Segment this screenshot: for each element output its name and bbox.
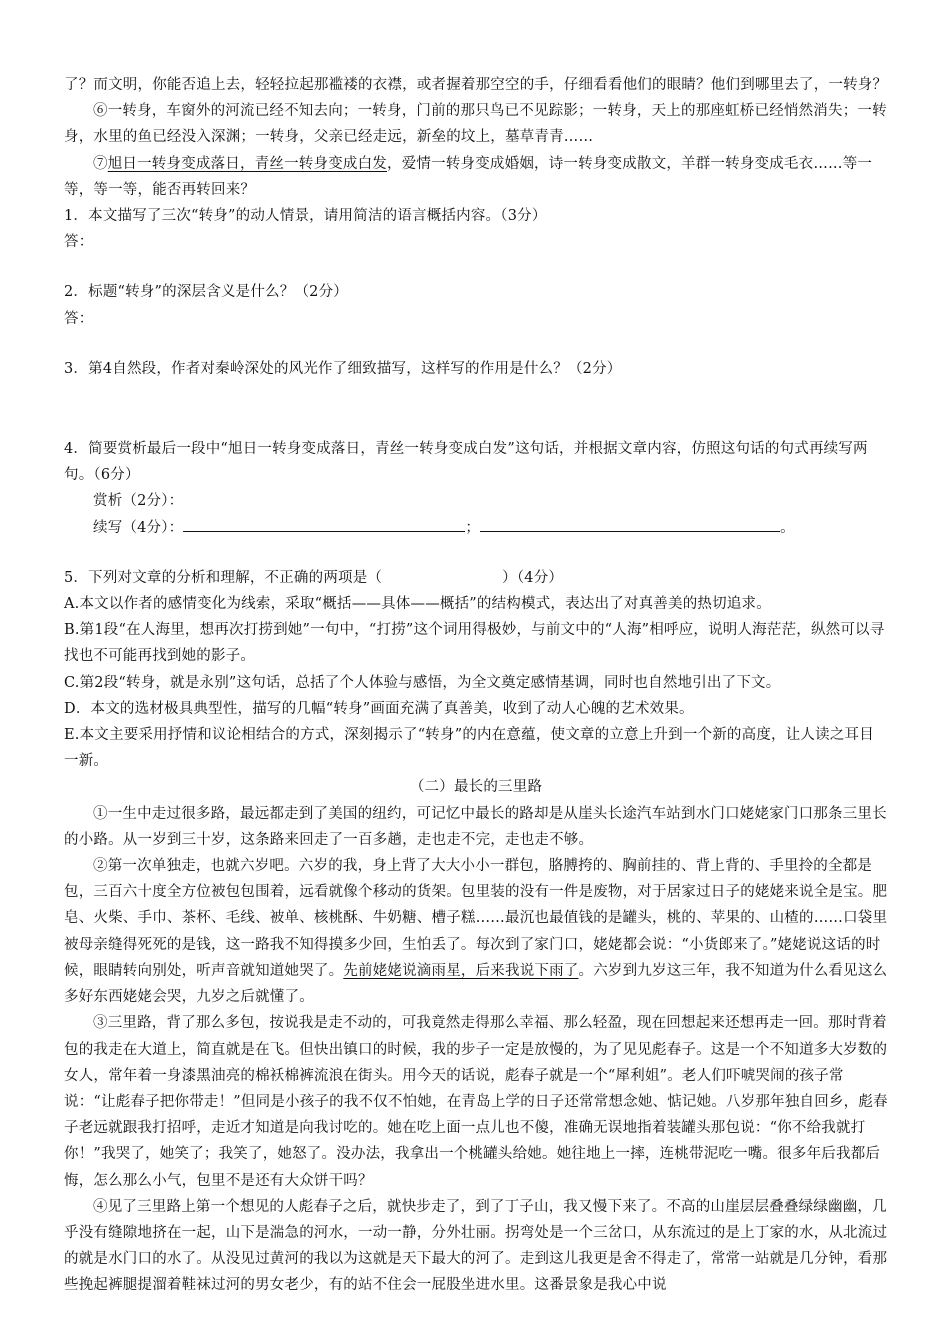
question-4-appreciation-label: 赏析（2分）： — [93, 493, 184, 510]
paragraph-7-number: ⑦ — [93, 155, 108, 172]
continuation-blank-2[interactable] — [480, 517, 780, 532]
answer-space-2 — [64, 332, 888, 356]
paragraph-2-text: ②第一次单独走，也就六岁吧。六岁的我，身上背了大大小小一群包，胳膊挎的、胸前挂的、背上背的、手里拎的全都是包，三百六十度全方位被包包围着，远看就像个移动的货架。包里装的没有一件是废物，对于居家过日子的姥姥来说全是宝。肥皂、火柴、手巾、茶杯、毛线、被单、核桃酥、牛奶糖、槽子糕……最沉也最值钱的是罐头，桃的、苹果的、山楂的……口袋里被母亲缝得死死的是钱，这一路我不知得摸多少回，生怕丢了。每次到了家门口，姥姥都会说：“小货郎来了。”姥姥说这话的时候，眼睛转向别处，听声音就知道她哭了。 — [64, 858, 888, 979]
question-5-option-a: A.本文以作者的感情变化为线索，采取“概括——具体——概括”的结构模式，表达出了对真善美的热切追求。 — [64, 596, 771, 613]
question-2-answer-label: 答： — [64, 310, 94, 327]
question-4: 4．简要赏析最后一段中“旭日一转身变成落日，青丝一转身变成白发”这句话，并根据文章内容，仿照这句话的句式再续写两句。（6分） — [64, 441, 868, 484]
passage2-title: （二）最长的三里路 — [409, 779, 543, 796]
question-5-points: ）（4分） — [502, 569, 564, 586]
passage2-paragraph-1: ①一生中走过很多路，最远都走到了美国的纽约，可记忆中最长的路却是从崖头长途汽车站到水门口姥姥家门口那条三里长的小路。从一岁到三十岁，这条路来回走了一百多趟，走也走不完，走也走不够。 — [64, 805, 887, 848]
question-5-option-e: E.本文主要采用抒情和议论相结合的方式，深刻揭示了“转身”的内在意蕴，使文章的立意上升到一个新的高度，让人读之耳目一新。 — [64, 727, 874, 770]
answer-space-3 — [64, 382, 888, 412]
passage1-paragraph-6: ⑥一转身，车窗外的河流已经不知去向；一转身，门前的那只鸟已不见踪影；一转身，天上的那座虹桥已经悄然消失；一转身，水里的鱼已经没入深渊；一转身，父亲已经走远，新垒的坟上，墓草青青…… — [64, 103, 887, 146]
passage2-paragraph-4: ④见了三里路上第一个想见的人彪春子之后，就快步走了，到了丁子山，我又慢下来了。不高的山崖层层叠叠绿绿幽幽，几乎没有缝隙地挤在一起，山下是湍急的河水，一动一静，分外壮丽。拐弯处是一个三岔口，从东流过的是上丁家的水，从北流过的就是水门口的水了。从没见过黄河的我以为这就是天下最大的河了。走到这儿我更是舍不得走了，常常一站就是几分钟，看那些挽起裤腿提溜着鞋袜过河的男女老少，有的站不住会一屁股坐进水里。这番景象是我心中说 — [64, 1198, 888, 1294]
continuation-blank-1[interactable] — [183, 517, 465, 532]
passage2-paragraph-2 — [64, 853, 888, 1010]
answer-space-1 — [64, 255, 888, 279]
question-4-continuation-line — [64, 515, 888, 541]
paragraph-2-rest: 。六岁到九岁这三年，我不知道为什么看见这么多好东西姥姥会哭，九岁之后就懂了。 — [64, 962, 888, 1006]
answer-space-4 — [64, 541, 888, 565]
question-5-stem: 5．下列对文章的分析和理解，不正确的两项是（ — [64, 569, 383, 586]
passage1-continuation: 了？而文明，你能否追上去，轻轻拉起那褴褛的衣襟，或者握着那空空的手，仔细看看他们的眼睛？他们到哪里去了，一转身？ — [64, 77, 888, 93]
paragraph-2-underlined-sentence: 先前姥姥说滴雨星，后来我说下雨了 — [343, 962, 579, 979]
question-5-option-b: B.第1段“在人海里，想再次打捞到她”一句中，“打捞”这个词用得极妙，与前文中的“人海”相呼应，说明人海茫茫，纵然可以寻找也不可能再找到她的影子。 — [64, 622, 885, 665]
line-end-mark: 。 — [780, 519, 795, 536]
question-3: 3．第4自然段，作者对秦岭深处的风光作了细致描写，这样写的作用是什么？（2分） — [64, 360, 622, 377]
blank-separator: ； — [465, 519, 481, 536]
continuation-label: 续写（4分）： — [93, 519, 184, 536]
question-2: 2．标题“转身”的深层含义是什么？（2分） — [64, 284, 348, 301]
question-1: 1．本文描写了三次“转身”的动人情景，请用简洁的语言概括内容。（3分） — [64, 208, 547, 225]
paragraph-7-underlined-sentence: 旭日一转身变成落日，青丝一转身变成白发 — [107, 155, 388, 172]
passage2-paragraph-3: ③三里路，背了那么多包，按说我是走不动的，可我竟然走得那么幸福、那么轻盈，现在回想起来还想再走一回。那时背着包的我走在大道上，简直就是在飞。但快出镇口的时候，我的步子一定是放慢的，为了见见彪春子。这是一个不知道多大岁数的女人，常年着一身漆黑油亮的棉袄棉裤流浪在街头。用今天的话说，彪春子就是一个“犀利姐”。老人们吓唬哭闹的孩子常说：“让彪春子把你带走！”但同是小孩子的我不仅不怕她，在青岛上学的日子还常常想念她、惦记她。八岁那年独自回乡，彪春子老远就跟我打招呼，走近才知道是向我讨吃的。她在吃上面一点儿也不傻，准确无误地指着装罐头那包说：“你不给我就打你！”我哭了，她笑了；我笑了，她怒了。没办法，我拿出一个桃罐头给她。她往地上一摔，连桃带泥吃一嘴。很多年后我都后悔，怎么那么小气，包里不是还有大众饼干吗？ — [64, 1015, 888, 1189]
passage1-paragraph-7 — [64, 151, 888, 203]
paragraph-7-rest: ，爱情一转身变成婚姻，诗一转身变成散文，羊群一转身变成毛衣……等一等，等一等，能否再转回来？ — [64, 155, 873, 198]
question-5-option-d: D．本文的选材极具典型性，描写的几幅“转身”画面充满了真善美，收到了动人心魄的艺术效果。 — [64, 700, 694, 717]
question-5 — [64, 565, 888, 591]
question-5-option-c: C.第2段“转身，就是永别”这句话，总括了个人体验与感悟，为全文奠定感情基调，同时也自然地引出了下文。 — [64, 674, 781, 691]
document-page — [64, 72, 888, 1299]
question-1-answer-label: 答： — [64, 234, 94, 251]
